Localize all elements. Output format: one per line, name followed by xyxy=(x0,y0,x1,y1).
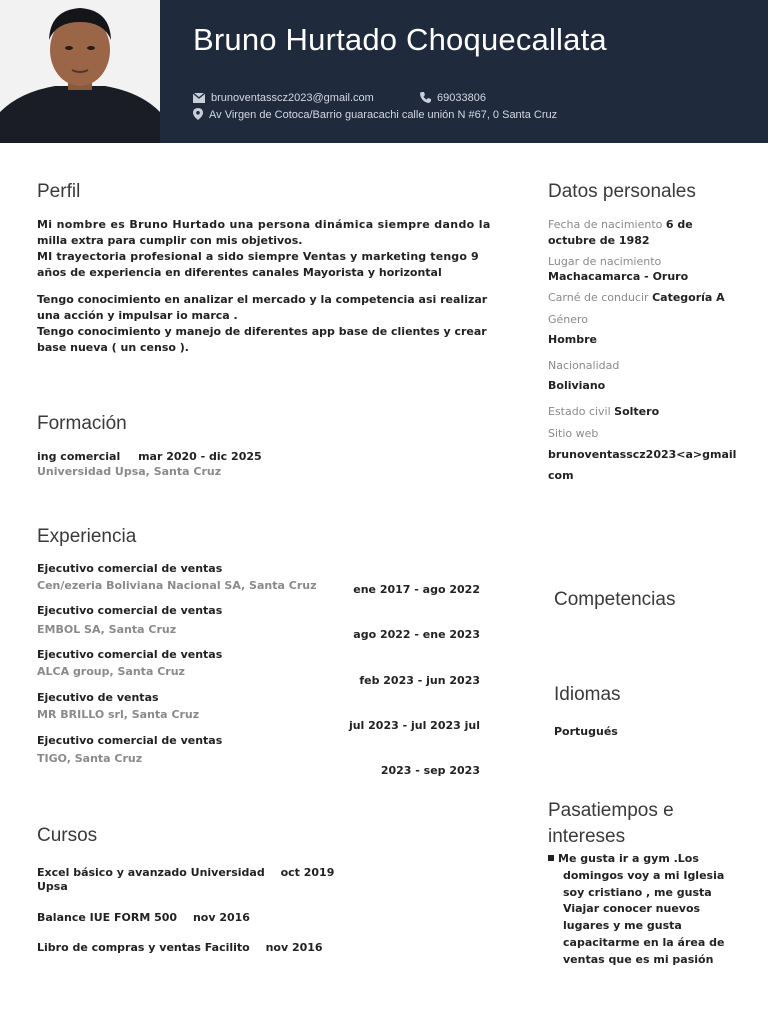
job-role: Ejecutivo comercial de ventas xyxy=(37,648,223,661)
language-item: Portugués xyxy=(554,725,618,738)
job-dates: 2023 - sep 2023 xyxy=(380,764,480,777)
course-date: nov 2016 xyxy=(265,941,323,954)
job-role: Ejecutivo comercial de ventas xyxy=(37,562,223,575)
license-value: Categoría A xyxy=(652,291,725,304)
phone-icon xyxy=(420,92,431,103)
civil-status-value: Soltero xyxy=(614,405,660,418)
birth-label: Fecha de nacimiento xyxy=(548,218,663,231)
job-company: EMBOL SA, Santa Cruz xyxy=(37,623,177,636)
gender-label: Género xyxy=(548,313,589,326)
job-role: Ejecutivo de ventas xyxy=(37,691,159,704)
section-title-perfil: Perfil xyxy=(37,181,81,202)
profile-paragraph-2 xyxy=(37,292,488,356)
profile-line: años de experiencia en diferentes canales Mayorista y horizontal xyxy=(37,266,442,279)
place-value: Machacamarca - Oruro xyxy=(548,270,689,283)
job-dates: feb 2023 - jun 2023 xyxy=(359,674,480,687)
job-company: Cen/ezeria Boliviana Nacional SA, Santa Cruz xyxy=(37,579,317,592)
education-degree: ing comercial xyxy=(37,450,121,463)
job-company: ALCA group, Santa Cruz xyxy=(37,665,185,678)
profile-line: Tengo conocimiento y manejo de diferentes app base de clientes y crear xyxy=(37,325,487,338)
website-label: Sitio web xyxy=(548,427,599,440)
hobbies-line: domingos voy a mi Iglesia xyxy=(563,868,725,882)
civil-status-field xyxy=(548,405,659,418)
hobbies-line: ventas que es mi pasión xyxy=(563,952,714,966)
website-value[interactable]: brunoventasscz2023<a>gmail xyxy=(548,448,737,461)
place-label: Lugar de nacimiento xyxy=(548,255,662,268)
course-name: Balance IUE FORM 500 xyxy=(37,911,178,924)
hobbies-line: Viajar conocer nuevos xyxy=(563,902,701,916)
birth-value: 6 de xyxy=(665,218,693,231)
hobbies-title-line: intereses xyxy=(548,826,626,847)
course-date: oct 2019 xyxy=(280,866,335,879)
location-pin-icon xyxy=(193,108,203,120)
resume-name: Bruno Hurtado Choquecallata xyxy=(193,22,607,57)
hobbies-line: capacitarme en la área de xyxy=(563,935,725,949)
job-company: MR BRILLO srl, Santa Cruz xyxy=(37,708,200,721)
profile-line: MI trayectoria profesional a sido siempre Ventas y marketing tengo 9 xyxy=(37,250,479,263)
phone-text: 69033806 xyxy=(437,92,486,104)
section-title-competencias: Competencias xyxy=(554,589,676,610)
education-school: Universidad Upsa, Santa Cruz xyxy=(37,465,222,478)
profile-paragraph-1 xyxy=(37,217,491,281)
profile-line: milla extra para cumplir con mis objetivos. xyxy=(37,234,303,247)
hobbies-line: lugares y me gusta xyxy=(563,919,682,933)
course-name: Libro de compras y ventas Facilito xyxy=(37,941,250,954)
job-role: Ejecutivo comercial de ventas xyxy=(37,604,223,617)
profile-line: una acción y impulsar io marca . xyxy=(37,309,238,322)
nationality-label: Nacionalidad xyxy=(548,359,620,372)
nationality-value: Boliviano xyxy=(548,379,606,392)
section-title-cursos: Cursos xyxy=(37,825,98,846)
profile-line: base nueva ( un censo ). xyxy=(37,341,189,354)
profile-line: Tengo conocimiento en analizar el mercado y la competencia asi realizar xyxy=(37,293,488,306)
section-title-experiencia: Experiencia xyxy=(37,526,137,547)
job-company: TIGO, Santa Cruz xyxy=(37,752,143,765)
resume-header xyxy=(0,0,768,143)
course-entry xyxy=(37,911,250,924)
license-field xyxy=(548,291,725,304)
birth-value-continued: octubre de 1982 xyxy=(548,234,650,247)
course-name-continued: Upsa xyxy=(37,880,68,893)
hobbies-line xyxy=(548,851,758,868)
course-name: Excel básico y avanzado Universidad xyxy=(37,866,265,879)
hobbies-line-text: Me gusta ir a gym .Los xyxy=(558,852,699,865)
hobbies-line: soy cristiano , me gusta xyxy=(563,885,712,899)
job-dates: ago 2022 - ene 2023 xyxy=(353,628,480,641)
gender-value: Hombre xyxy=(548,333,597,346)
address-text: Av Virgen de Cotoca/Barrio guaracachi calle unión N #67, 0 Santa Cruz xyxy=(209,109,558,121)
course-entry xyxy=(37,941,323,954)
section-title-formacion: Formación xyxy=(37,413,127,434)
education-dates: mar 2020 - dic 2025 xyxy=(138,450,262,463)
phone-row[interactable] xyxy=(420,92,486,104)
job-dates: jul 2023 - jul 2023 jul xyxy=(348,719,480,732)
job-role: Ejecutivo comercial de ventas xyxy=(37,734,223,747)
profile-line: Mi nombre es Bruno Hurtado una persona dinámica siempre dando la xyxy=(37,218,491,231)
birth-field xyxy=(548,218,693,231)
section-title-idiomas: Idiomas xyxy=(554,684,621,705)
job-dates: ene 2017 - ago 2022 xyxy=(353,583,480,596)
email-row[interactable] xyxy=(193,92,374,104)
address-row xyxy=(193,108,557,121)
hobbies-list xyxy=(548,851,758,969)
course-entry xyxy=(37,866,334,879)
license-label: Carné de conducir xyxy=(548,291,649,304)
civil-status-label: Estado civil xyxy=(548,405,611,418)
education-entry xyxy=(37,450,262,463)
website-value-continued[interactable]: com xyxy=(548,469,574,482)
email-text[interactable]: brunoventasscz2023@gmail.com xyxy=(211,92,374,104)
hobbies-title-line: Pasatiempos e xyxy=(548,800,674,821)
section-title-datos: Datos personales xyxy=(548,181,696,202)
course-date: nov 2016 xyxy=(192,911,250,924)
envelope-icon xyxy=(193,93,205,103)
section-title-pasatiempos xyxy=(548,798,674,850)
bullet-square-icon xyxy=(548,855,554,861)
profile-photo xyxy=(0,0,160,143)
